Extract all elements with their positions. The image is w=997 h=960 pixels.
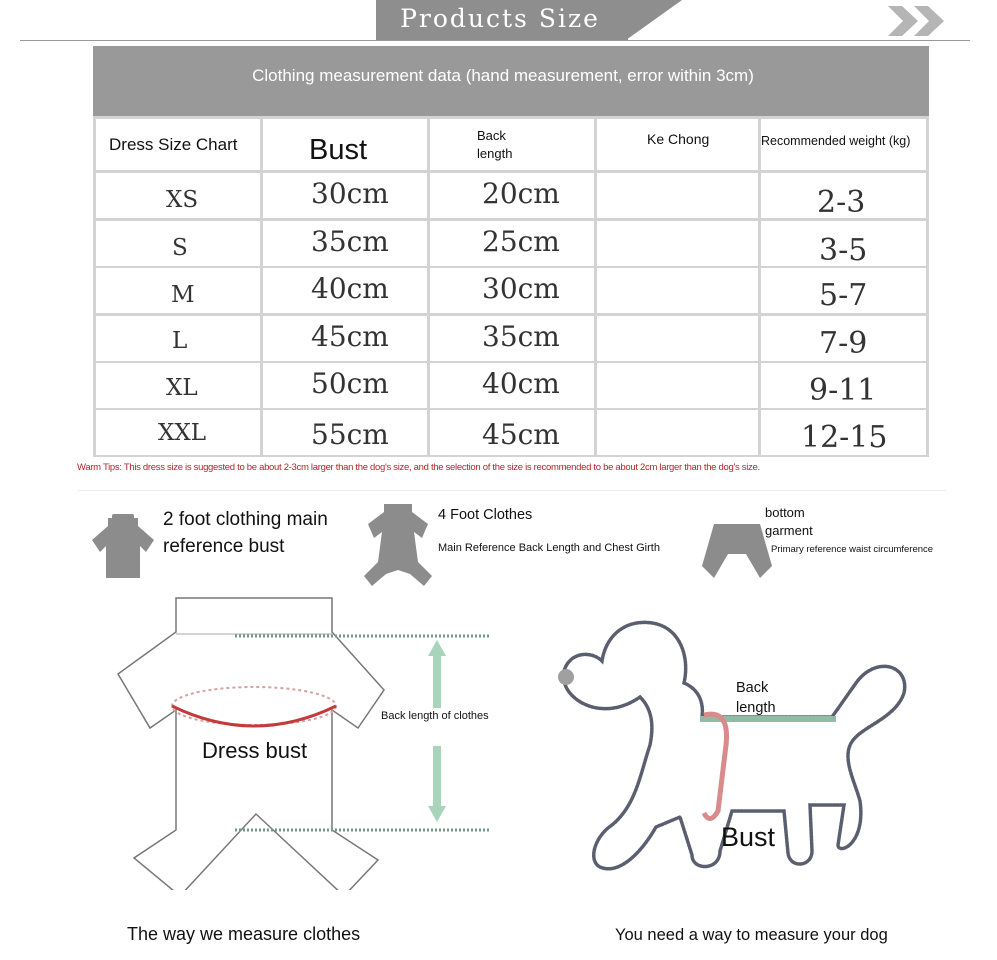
two-foot-clothing-icon	[90, 514, 156, 580]
table-caption: Clothing measurement data (hand measurement, error within 3cm)	[252, 66, 754, 85]
dog-caption: You need a way to measure your dog	[615, 926, 888, 944]
bust-cell	[263, 316, 427, 361]
size-label: XXL	[158, 420, 207, 446]
warm-tip: Warm Tips: This dress size is suggested to be about 2-3cm larger than the dog's size, and the selection of the size is recommended to be about 2cm larger than the dog's size.	[77, 462, 760, 473]
ke-chong-cell	[597, 363, 758, 408]
back-cell	[430, 363, 594, 408]
back-length-arrow	[428, 640, 446, 822]
dog-bust-line	[704, 714, 727, 818]
back-value: 35cm	[482, 320, 560, 353]
back-value: 40cm	[482, 367, 560, 400]
back-cell	[430, 268, 594, 313]
bust-cell	[263, 410, 427, 455]
table-row	[96, 363, 260, 408]
bottom-garment-subtitle: Primary reference waist circumference	[771, 544, 934, 555]
two-foot-clothing-label: 2 foot clothing main reference bust	[163, 509, 328, 557]
column-header-size: Dress Size Chart	[109, 134, 238, 154]
back-value: 25cm	[482, 225, 560, 258]
weight-value: 9-11	[809, 373, 877, 408]
weight-value: 5-7	[819, 278, 868, 313]
header-cell-size	[96, 119, 260, 170]
table-row	[96, 221, 260, 266]
bust-value: 35cm	[311, 225, 389, 258]
back-cell	[430, 410, 594, 455]
weight-value: 7-9	[819, 326, 868, 361]
header-cell-back	[430, 119, 594, 170]
bust-value: 30cm	[311, 177, 389, 210]
bust-cell	[263, 268, 427, 313]
clothes-caption: The way we measure clothes	[127, 924, 361, 944]
weight-cell	[761, 410, 926, 455]
column-header-back-length: Back length	[477, 128, 513, 161]
weight-value: 12-15	[801, 420, 888, 455]
back-value: 20cm	[482, 177, 560, 210]
table-row	[96, 410, 260, 455]
weight-value: 2-3	[817, 185, 866, 220]
header-tab-slant	[626, 0, 682, 40]
weight-cell	[761, 221, 926, 266]
header-cell-weight	[761, 119, 926, 170]
ke-chong-cell	[597, 410, 758, 455]
bust-cell	[263, 221, 427, 266]
bust-value: 55cm	[311, 418, 389, 451]
bust-value: 45cm	[311, 320, 389, 353]
double-chevron-icon	[886, 4, 950, 38]
dog-nose	[558, 669, 574, 685]
size-table	[93, 46, 929, 457]
bust-cell	[263, 363, 427, 408]
header-divider	[20, 40, 970, 41]
dog-diagram	[540, 605, 940, 915]
bottom-garment-label: bottom garment	[765, 505, 813, 538]
dog-bust-label: Bust	[721, 822, 776, 852]
bottom-garment-icon	[700, 522, 774, 580]
dog-back-length-label: Back length	[736, 680, 776, 716]
dress-bust-label: Dress bust	[202, 738, 308, 763]
header-cell-bust	[263, 119, 427, 170]
table-row	[96, 316, 260, 361]
size-label: L	[172, 328, 188, 354]
four-foot-clothes-subtitle: Main Reference Back Length and Chest Girth	[438, 542, 660, 554]
ke-chong-cell	[597, 221, 758, 266]
back-value: 45cm	[482, 418, 560, 451]
back-value: 30cm	[482, 272, 560, 305]
size-label: S	[172, 235, 188, 261]
table-row	[96, 268, 260, 313]
bust-cell	[263, 173, 427, 218]
page-title: Products Size	[400, 4, 600, 33]
weight-cell	[761, 363, 926, 408]
size-label: XL	[166, 375, 198, 401]
weight-cell	[761, 173, 926, 218]
four-foot-clothes-label: 4 Foot Clothes	[438, 507, 533, 523]
header-cell-ke-chong	[597, 119, 758, 170]
bust-value: 50cm	[311, 367, 389, 400]
four-foot-clothing-icon	[360, 500, 436, 588]
bust-value: 40cm	[311, 272, 389, 305]
weight-value: 3-5	[819, 233, 868, 268]
tip-divider	[77, 490, 947, 491]
weight-cell	[761, 316, 926, 361]
column-header-ke-chong: Ke Chong	[647, 131, 710, 147]
ke-chong-cell	[597, 316, 758, 361]
size-label: XS	[166, 187, 199, 213]
table-row	[96, 173, 260, 218]
column-header-bust: Bust	[309, 134, 368, 166]
back-length-of-clothes-label: Back length of clothes	[381, 710, 489, 722]
size-label: M	[171, 282, 195, 308]
ke-chong-cell	[597, 268, 758, 313]
column-header-weight: Recommended weight (kg)	[761, 134, 911, 148]
ke-chong-cell	[597, 173, 758, 218]
back-cell	[430, 173, 594, 218]
back-cell	[430, 316, 594, 361]
weight-cell	[761, 268, 926, 313]
back-cell	[430, 221, 594, 266]
